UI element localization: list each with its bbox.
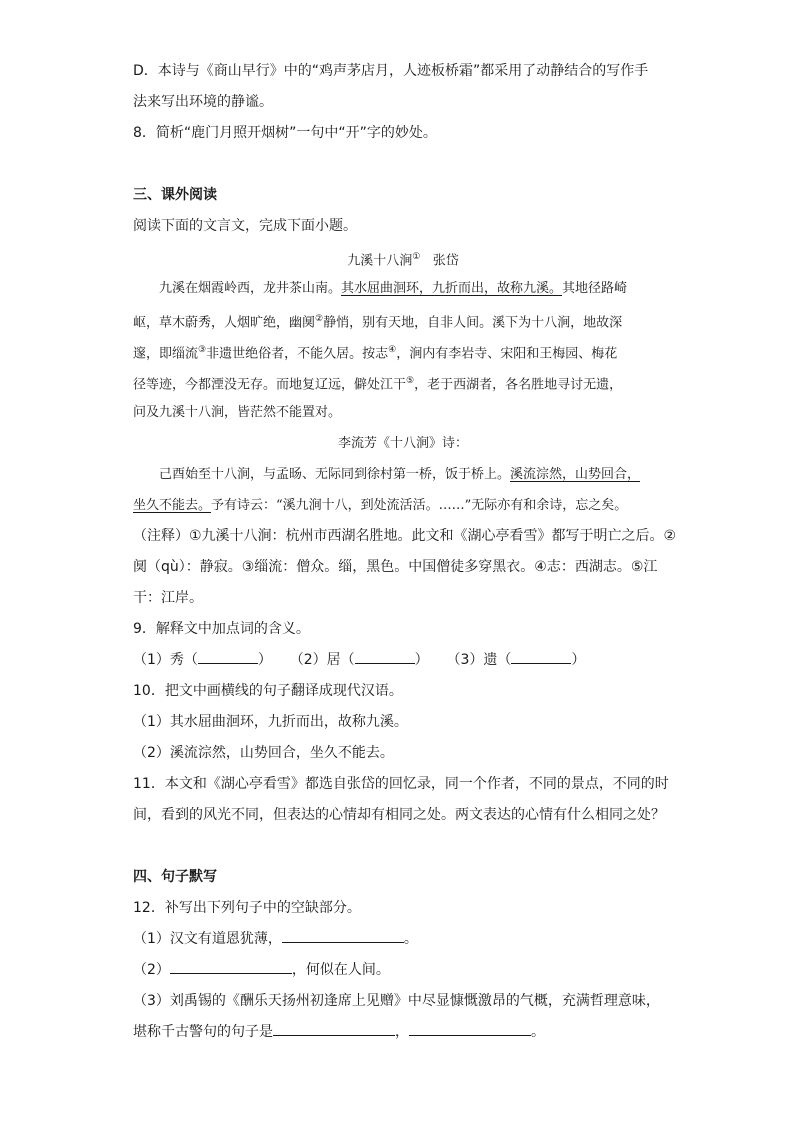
answer-blank[interactable] <box>198 646 258 664</box>
passage-p1-line3 <box>133 335 673 366</box>
notes-line1: （注释）①九溪十八涧：杭州市西湖名胜地。此文和《湖心亭看雪》都写于明亡之后。② <box>133 528 677 544</box>
q12-text: 堪称千古警句的句子是 <box>133 1024 273 1040</box>
question-11-line1: 11．本文和《湖心亭看雪》都选自张岱的回忆录，同一个作者，不同的景点，不同的时 <box>133 776 669 792</box>
passage-text: 邃，即缁流 <box>133 346 199 362</box>
q7-option-d-line1: D．本诗与《商山早行》中的“鸡声茅店月，人迹板桥霜”都采用了动静结合的写作手 <box>133 63 649 79</box>
passage-p1-line4 <box>133 366 673 397</box>
q7-option-d-line2: 法来写出环境的静谧。 <box>133 94 273 110</box>
question-10: 10．把文中画横线的句子翻译成现代汉语。 <box>133 683 403 699</box>
q12-text: （2） <box>133 962 170 978</box>
q9-item-1: （1）秀（ <box>133 652 198 668</box>
q9-item-2: （2）居（ <box>289 652 355 668</box>
passage-text: 径等迹，今都湮没无存。而地复辽远，僻处江干 <box>133 377 407 393</box>
passage-p2-line1 <box>133 459 673 490</box>
underlined-sentence-2-end: 坐久不能去。 <box>133 498 212 513</box>
q12-item-2 <box>133 955 673 986</box>
note-marker: ① <box>412 252 421 262</box>
question-9: 9．解释文中加点词的含义。 <box>133 621 310 637</box>
passage-p1-line1 <box>133 273 673 304</box>
q12-item-3-line1: （3）刘禹锡的《酬乐天扬州初逢席上见赠》中尽显慷慨激昂的气概，充满哲理意味， <box>133 993 660 1009</box>
passage-p1-line5: 问及九溪十八涧，皆茫然不能置对。 <box>133 405 342 420</box>
passage-text: 非遗世绝俗者，不能久居。按志 <box>206 346 389 362</box>
paren-close: ） <box>571 652 586 668</box>
q12-text: ， <box>395 1024 409 1040</box>
note-marker: ⑤ <box>406 376 415 386</box>
underlined-sentence-2: 溪流淙然，山势回合， <box>510 467 641 482</box>
question-12: 12．补写出下列句子中的空缺部分。 <box>133 900 361 916</box>
note-marker: ④ <box>388 345 397 355</box>
poem-title: 李流芳《十八涧》诗： <box>337 436 468 451</box>
q12-text: 。 <box>531 1024 545 1040</box>
paren-close: ） <box>257 652 272 668</box>
answer-blank[interactable] <box>282 925 404 943</box>
section-4-heading: 四、句子默写 <box>133 869 217 885</box>
paren-close: ） <box>414 652 429 668</box>
passage-title-text: 九溪十八涧 <box>347 253 413 269</box>
q12-text: 。 <box>403 931 418 947</box>
section-3-heading: 三、课外阅读 <box>133 187 217 203</box>
q12-text: ，何似在人间。 <box>291 962 390 978</box>
answer-blank[interactable] <box>355 646 415 664</box>
passage-p1-line2 <box>133 304 673 335</box>
passage-author: 张岱 <box>432 253 459 269</box>
reading-instruction: 阅读下面的文言文，完成下面小题。 <box>133 218 357 234</box>
q10-sentence-1: （1）其水屈曲洄环，九折而出，故称九溪。 <box>133 714 408 730</box>
q9-item-3: （3）遗（ <box>446 652 512 668</box>
question-11-line2: 间，看到的风光不同，但表达的心情却有相同之处。两文表达的心情有什么相同之处？ <box>133 807 665 823</box>
notes-line2: 阒（qù）：静寂。③缁流：僧众。缁，黑色。中国僧徒多穿黑衣。④志：西湖志。⑤江 <box>133 559 658 575</box>
q10-sentence-2: （2）溪流淙然，山势回合，坐久不能去。 <box>133 745 394 761</box>
underlined-sentence-1: 其水屈曲洄环，九折而出，故称九溪。 <box>341 281 563 296</box>
q12-item-1 <box>133 924 673 955</box>
exam-page <box>133 56 677 1048</box>
passage-text: 己酉始至十八涧，与孟旸、无际同到徐村第一桥，饭于桥上。 <box>159 467 511 482</box>
passage-p2-line2 <box>133 490 673 521</box>
question-9-items <box>133 645 673 676</box>
question-8: 8．简析“鹿门月照开烟树”一句中“开”字的妙处。 <box>133 125 437 141</box>
answer-blank[interactable] <box>170 956 292 974</box>
passage-title <box>133 242 673 273</box>
q12-item-3-line2 <box>133 1017 673 1048</box>
passage-text: ，涧内有李岩寺、宋阳和王梅园、梅花 <box>396 346 618 362</box>
passage-text: ，老于西湖者，各名胜地寻讨无遗， <box>414 377 623 393</box>
notes-line3: 干：江岸。 <box>133 590 203 606</box>
answer-blank[interactable] <box>273 1018 395 1036</box>
answer-blank[interactable] <box>409 1018 531 1036</box>
answer-blank[interactable] <box>511 646 571 664</box>
passage-text: 岖，草木蔚秀，人烟旷绝，幽阒 <box>133 315 316 331</box>
passage-text: 其地径路崎 <box>562 281 628 296</box>
passage-text: 九溪在烟霞岭西，龙井茶山南。 <box>159 281 342 296</box>
passage-text: 予有诗云：“溪九涧十八，到处流活活。……”无际亦有和余诗，忘之矣。 <box>211 498 628 513</box>
q12-text: （1）汉文有道恩犹薄， <box>133 931 282 947</box>
note-marker: ③ <box>198 345 207 355</box>
note-marker: ② <box>315 314 324 324</box>
passage-text: 静悄，别有天地，自非人间。溪下为十八涧，地故深 <box>323 315 623 331</box>
